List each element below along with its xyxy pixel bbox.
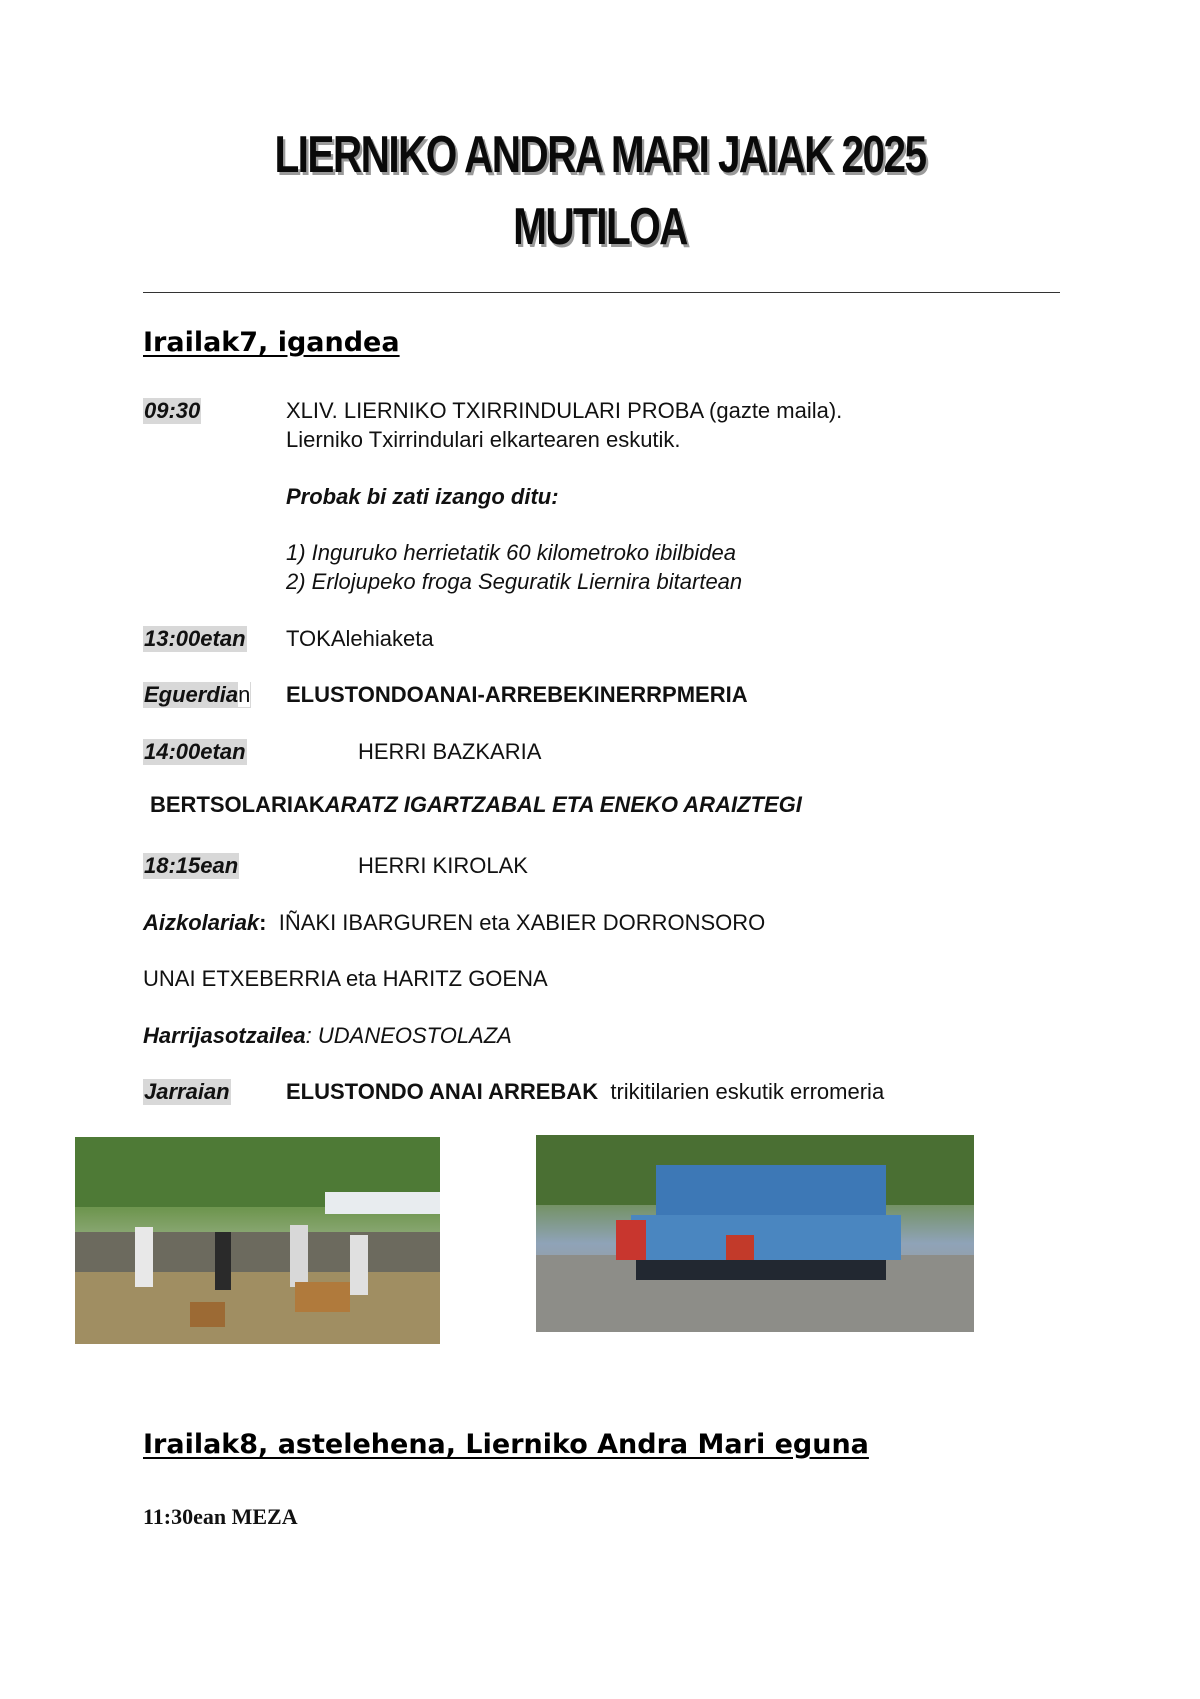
aizkolariak-line-2: UNAI ETXEBERRIA eta HARITZ GOENA xyxy=(143,966,548,991)
bertso-line xyxy=(150,792,802,818)
page-title-line-2: MUTILOA xyxy=(513,198,687,256)
e3-time-tail: n xyxy=(238,682,251,707)
e5-text: HERRI KIROLAK xyxy=(358,853,528,878)
e1-line1: XLIV. LIERNIKO TXIRRINDULARI PROBA (gazte maila). xyxy=(286,398,843,423)
e3-time-main: Eguerdia xyxy=(144,682,239,707)
e3-text: ELUSTONDOANAI-ARREBEKINERRPMERIA xyxy=(286,682,748,707)
e2-text: TOKAlehiaketa xyxy=(286,626,434,651)
harrija-rest: : UDANEOSTOLAZA xyxy=(305,1023,512,1048)
herri-kirolak-photo xyxy=(75,1137,440,1344)
e3-time xyxy=(143,682,251,708)
aizkolariak-line xyxy=(143,910,765,936)
harrija-line xyxy=(143,1023,512,1049)
harrija-label: Harrijasotzailea xyxy=(143,1023,306,1048)
txirrindulari-team-photo xyxy=(536,1135,974,1332)
title-divider xyxy=(143,292,1060,293)
e1-item-1: 1) Inguruko herrietatik 60 kilometroko ibilbidea xyxy=(286,540,737,565)
day2-heading: Irailak8, astelehena, Lierniko Andra Mari eguna xyxy=(143,1429,869,1460)
e1-line2: Lierniko Txirrindulari elkartearen eskutik. xyxy=(286,427,681,452)
e1-item-2: 2) Erlojupeko froga Seguratik Liernira bitartean xyxy=(286,569,743,594)
e6-time: Jarraian xyxy=(144,1079,230,1104)
e4-time: 14:00etan xyxy=(144,739,246,764)
bertso-label: BERTSOLARIAK xyxy=(150,792,325,817)
e6-line xyxy=(286,1079,884,1105)
meza-line: 11:30ean MEZA xyxy=(143,1504,298,1529)
e6-rest: trikitilarien eskutik erromeria xyxy=(610,1079,885,1104)
page-title-line-1: LIERNIKO ANDRA MARI JAIAK 2025 xyxy=(274,126,926,184)
e2-time: 13:00etan xyxy=(144,626,246,651)
e5-time: 18:15ean xyxy=(144,853,239,878)
aizkolariak-names: IÑAKI IBARGUREN eta XABIER DORRONSORO xyxy=(278,910,766,935)
e1-sub-heading: Probak bi zati izango ditu: xyxy=(286,484,559,509)
e1-time: 09:30 xyxy=(144,398,201,423)
bertso-names: ARATZ IGARTZABAL ETA ENEKO ARAIZTEGI xyxy=(324,792,802,817)
aizkolariak-colon: : xyxy=(259,910,267,935)
day1-heading: Irailak7, igandea xyxy=(143,327,400,358)
aizkolariak-label: Aizkolariak xyxy=(143,910,260,935)
e4-text: HERRI BAZKARIA xyxy=(358,739,542,764)
e6-bold: ELUSTONDO ANAI ARREBAK xyxy=(286,1079,599,1104)
